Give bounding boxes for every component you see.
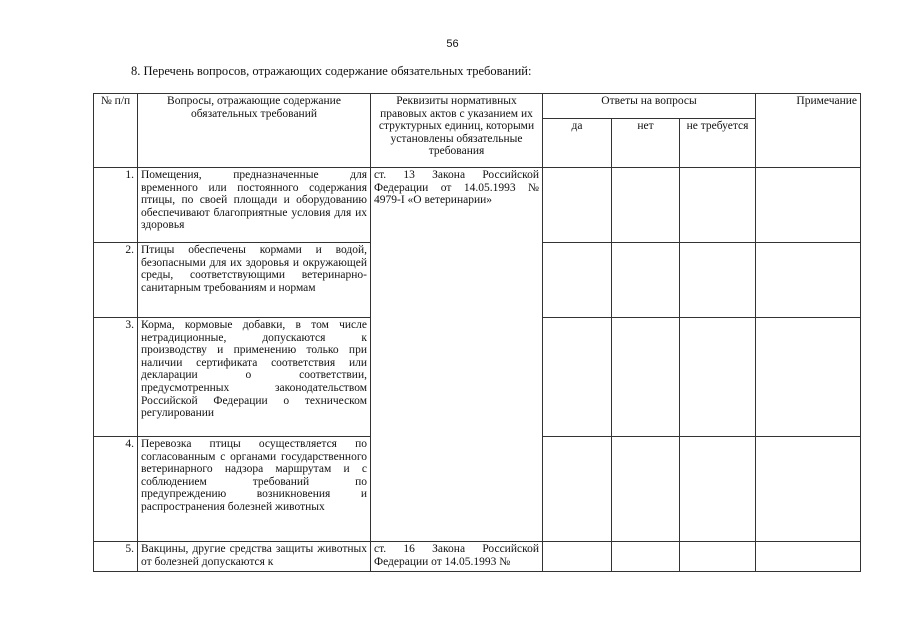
- requirements-table: [93, 93, 861, 572]
- header-no: нет: [612, 119, 680, 168]
- header-questions: Вопросы, отражающие содержание обязательных требований: [138, 94, 371, 168]
- question-text: Перевозка птицы осуществляется по согласованным с органами государственного ветеринарного надзора маршрутам и с соблюдением требований по предупреждению возникновения и распространения болезней животных: [138, 437, 371, 542]
- answer-yes-cell[interactable]: [543, 542, 612, 572]
- header-yes: да: [543, 119, 612, 168]
- row-number: 4.: [94, 437, 138, 542]
- header-num: № п/п: [94, 94, 138, 168]
- note-cell[interactable]: [756, 318, 861, 437]
- answer-no-cell[interactable]: [612, 168, 680, 243]
- answer-not-required-cell[interactable]: [680, 243, 756, 318]
- answer-not-required-cell[interactable]: [680, 168, 756, 243]
- page-number: 56: [446, 38, 459, 50]
- requisites-cell: ст. 16 Закона Российской Федерации от 14.05.1993 №: [371, 542, 543, 572]
- note-cell[interactable]: [756, 542, 861, 572]
- note-cell[interactable]: [756, 168, 861, 243]
- table-row: [94, 168, 861, 243]
- header-note: Примечание: [756, 94, 861, 168]
- answer-yes-cell[interactable]: [543, 168, 612, 243]
- header-not-required: не требуется: [680, 119, 756, 168]
- question-text: Вакцины, другие средства защиты животных от болезней допускаются к: [138, 542, 371, 572]
- header-requisites: Реквизиты нормативных правовых актов с указанием их структурных единиц, которыми установлены обязательные требования: [371, 94, 543, 168]
- row-number: 1.: [94, 168, 138, 243]
- answer-no-cell[interactable]: [612, 318, 680, 437]
- header-answers: Ответы на вопросы: [543, 94, 756, 119]
- answer-yes-cell[interactable]: [543, 243, 612, 318]
- row-number: 3.: [94, 318, 138, 437]
- answer-not-required-cell[interactable]: [680, 437, 756, 542]
- question-text: Помещения, предназначенные для временного или постоянного содержания птицы, по своей площади и оборудованию обеспечивают благоприятные условия для их здоровья: [138, 168, 371, 243]
- requisites-cell: ст. 13 Закона Российской Федерации от 14.05.1993 № 4979-I «О ветеринарии»: [371, 168, 543, 542]
- section-title: 8. Перечень вопросов, отражающих содержание обязательных требований:: [131, 64, 532, 78]
- answer-yes-cell[interactable]: [543, 318, 612, 437]
- question-text: Птицы обеспечены кормами и водой, безопасными для их здоровья и окружающей среды, соответствующими ветеринарно-санитарным требованиям и нормам: [138, 243, 371, 318]
- answer-not-required-cell[interactable]: [680, 542, 756, 572]
- row-number: 2.: [94, 243, 138, 318]
- answer-no-cell[interactable]: [612, 542, 680, 572]
- answer-no-cell[interactable]: [612, 243, 680, 318]
- table-row: [94, 542, 861, 572]
- answer-yes-cell[interactable]: [543, 437, 612, 542]
- answer-not-required-cell[interactable]: [680, 318, 756, 437]
- header-row: [94, 94, 861, 119]
- row-number: 5.: [94, 542, 138, 572]
- note-cell[interactable]: [756, 243, 861, 318]
- answer-no-cell[interactable]: [612, 437, 680, 542]
- note-cell[interactable]: [756, 437, 861, 542]
- question-text: Корма, кормовые добавки, в том числе нетрадиционные, допускаются к производству и применению только при наличии сертификата соответствия или декларации о соответствии, предусмотренных законодательством Российской Федерации о техническом регулировании: [138, 318, 371, 437]
